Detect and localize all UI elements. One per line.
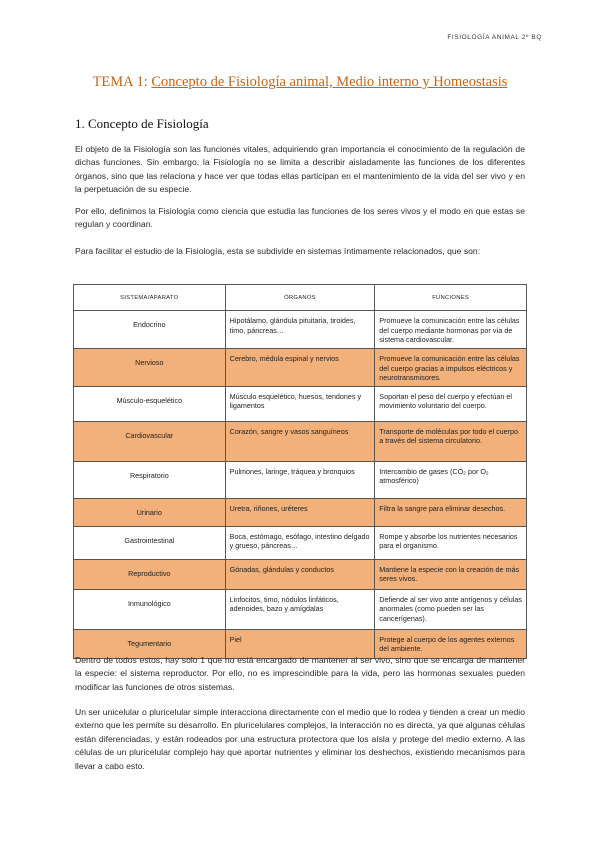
table-row <box>74 498 527 526</box>
organs-cell: Hipotálamo, glándula pituitaria, tiroides, timo, páncreas… <box>225 311 375 349</box>
table-row <box>74 559 527 589</box>
functions-cell: Soportan el peso del cuerpo y efectúan el movimiento voluntario del cuerpo. <box>375 386 527 421</box>
functions-cell: Defiende al ser vivo ante antígenos y células anormales (como pueden ser las cancerígenas). <box>375 589 527 629</box>
organs-cell: Músculo esquelético, huesos, tendones y ligamentos <box>225 386 375 421</box>
system-cell: Nervioso <box>74 349 226 387</box>
organs-cell: Uretra, riñones, uréteres <box>225 498 375 526</box>
table-row <box>74 349 527 387</box>
functions-cell: Protege al cuerpo de los agentes externos del ambiente. <box>375 629 527 658</box>
system-cell: Gastrointestinal <box>74 526 226 559</box>
title-label: TEMA 1: <box>92 74 148 90</box>
functions-cell: Transporte de moléculas por todo el cuerpo a través del sistema circulatorio. <box>375 421 527 461</box>
functions-cell: Promueve la comunicación entre las células del cuerpo gracias a impulsos eléctricos y neurotransmisores. <box>375 349 527 387</box>
organs-cell: Cerebro, médula espinal y nervios <box>225 349 375 387</box>
organs-cell: Gónadas, glándulas y conductos <box>225 559 375 589</box>
paragraph-3: Para facilitar el estudio de la Fisiología, esta se subdivide en sistemas íntimamente relacionados, que son: <box>75 246 481 256</box>
organs-cell: Corazón, sangre y vasos sanguíneos <box>225 421 375 461</box>
system-cell: Músculo-esquelético <box>74 386 226 421</box>
table-header-row <box>74 285 527 311</box>
paragraph-4: Dentro de todos estos, hay solo 1 que no está encargado de mantener al ser vivo, sino que se encarga de mantener la especie: el sistema reproductor. Por ello, no es imprescindible para la vida, pero las hormonas sexuales pueden modificar las funciones de otros sistemas. <box>75 655 525 692</box>
table-row <box>74 526 527 559</box>
document-title <box>0 74 600 91</box>
document-header-tag: FISIOLOGÍA ANIMAL 2º BQ <box>447 34 542 41</box>
functions-cell: Promueve la comunicación entre las células del cuerpo mediante hormonas por vía de sistema cardiovascular. <box>375 311 527 349</box>
system-cell: Cardiovascular <box>74 421 226 461</box>
system-cell: Tegumentario <box>74 629 226 658</box>
title-text[interactable]: Concepto de Fisiología animal, Medio interno y Homeostasis <box>151 74 508 90</box>
table-header-cell: ÓRGANOS <box>225 285 375 311</box>
functions-cell: Rompe y absorbe los nutrientes necesarios para el organismo. <box>375 526 527 559</box>
table-header-cell: FUNCIONES <box>375 285 527 311</box>
functions-cell: Mantiene la especie con la creación de más seres vivos. <box>375 559 527 589</box>
functions-cell: Filtra la sangre para eliminar desechos. <box>375 498 527 526</box>
table-row <box>74 311 527 349</box>
paragraph-1: El objeto de la Fisiología son las funciones vitales, adquiriendo gran importancia el conocimiento de la regulación de dichas funciones. Sin embargo, la Fisiología no se limita a describir aisladamente las funciones de los diferentes órganos, sino que las relaciona y hace ver que todas ellas participan en el mantenimiento de la vida del ser vivo y en la perpetuación de su especie. <box>75 144 525 195</box>
system-cell: Reproductivo <box>74 559 226 589</box>
system-cell: Endocrino <box>74 311 226 349</box>
table-row <box>74 461 527 498</box>
table-row <box>74 421 527 461</box>
system-cell: Respiratorio <box>74 461 226 498</box>
table-header-cell: SISTEMA/APARATO <box>74 285 226 311</box>
table-row <box>74 589 527 629</box>
section-heading: 1. Concepto de Fisiología <box>75 116 209 131</box>
organs-cell: Linfocitos, timo, nódulos linfáticos, adenoides, bazo y amígdalas <box>225 589 375 629</box>
functions-cell: Intercambio de gases (CO₂ por O₂ atmosférico) <box>375 461 527 498</box>
systems-table <box>73 284 527 659</box>
table-row <box>74 386 527 421</box>
organs-cell: Pulmones, laringe, tráquea y bronquios <box>225 461 375 498</box>
paragraph-5: Un ser unicelular o pluricelular simple interacciona directamente con el medio que lo rodea y tienden a crear un medio externo que les permite su desarrollo. En pluricelulares complejos, la interacción no es directa, ya que algunas células están diferenciadas, y están rodeados por una estructura protectora que los aísla y protege del medio externo. A las células de un pluricelular complejo hay que aportar nutrientes y eliminar los deshechos, existiendo mecanismos para llevar a cabo esto. <box>75 707 525 771</box>
system-cell: Urinario <box>74 498 226 526</box>
organs-cell: Boca, estómago, esófago, intestino delgado y grueso, páncreas… <box>225 526 375 559</box>
organs-cell: Piel <box>225 629 375 658</box>
system-cell: Inmunológico <box>74 589 226 629</box>
paragraph-2: Por ello, definimos la Fisiología como ciencia que estudia las funciones de los seres vivos y el modo en que estas se regulan y coordinan. <box>75 206 525 230</box>
